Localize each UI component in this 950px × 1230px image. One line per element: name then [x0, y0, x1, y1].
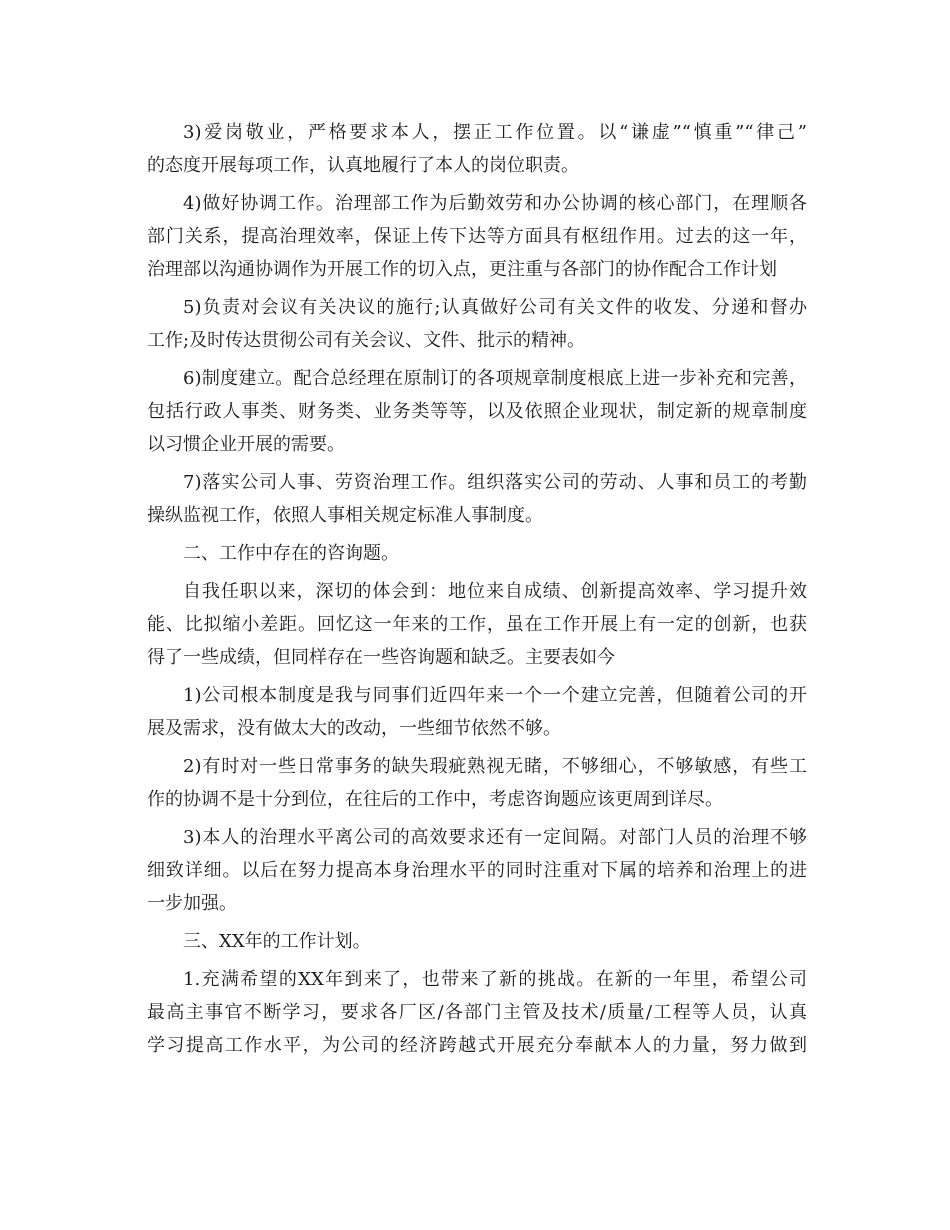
text-line: 细致详细。以后在努力提高本身治理水平的同时注重对下属的培养和治理上的进 [147, 860, 807, 881]
text-line: 以习惯企业开展的需要。 [147, 434, 345, 455]
text-line: 7)落实公司人事、劳资治理工作。组织落实公司的劳动、人事和员工的考勤 [183, 472, 807, 493]
text-line: 一步加强。 [147, 893, 237, 914]
paragraph-problem-3 [147, 821, 807, 920]
text-line: 最高主事官不断学习，要求各厂区/各部门主管及技术/质量/工程等人员，认真 [147, 1002, 807, 1023]
text-line: 1.充满希望的XX年到来了，也带来了新的挑战。在新的一年里，希望公司 [183, 969, 807, 990]
text-line: 工作;及时传达贯彻公司有关会议、文件、批示的精神。 [147, 330, 586, 351]
text-line: 5)负责对会议有关决议的施行;认真做好公司有关文件的收发、分递和督办 [183, 297, 807, 318]
text-line: 部门关系，提高治理效率，保证上传下达等方面具有枢纽作用。过去的这一年， [147, 226, 807, 247]
paragraph-duty-4 [147, 187, 807, 286]
paragraph-duty-5 [147, 291, 807, 357]
text-line: 2)有时对一些日常事务的缺失瑕疵熟视无睹，不够细心，不够敏感，有些工 [183, 756, 807, 777]
section-heading-problems [147, 537, 807, 570]
paragraph-duty-6 [147, 362, 807, 461]
text-line: 学习提高工作水平，为公司的经济跨越式开展充分奉献本人的力量，努力做到 [147, 1035, 807, 1056]
heading-line: 三、XX年的工作计划。 [183, 931, 371, 952]
paragraph-problem-2 [147, 750, 807, 816]
document-body [147, 116, 807, 1067]
text-line: 自我任职以来，深切的体会到：地位来自成绩、创新提高效率、学习提升效 [183, 581, 807, 602]
paragraph-plan-1 [147, 963, 807, 1062]
text-line: 3)本人的治理水平离公司的高效要求还有一定间隔。对部门人员的治理不够 [183, 827, 807, 848]
text-line: 能、比拟缩小差距。回忆这一年来的工作，虽在工作开展上有一定的创新，也获 [147, 614, 807, 635]
text-line: 作的协调不是十分到位，在往后的工作中，考虑咨询题应该更周到详尽。 [147, 789, 723, 810]
text-line: 的态度开展每项工作，认真地履行了本人的岗位职责。 [147, 155, 579, 176]
text-line: 包括行政人事类、财务类、业务类等等，以及依照企业现状，制定新的规章制度 [147, 401, 807, 422]
text-line: 展及需求，没有做太大的改动，一些细节依然不够。 [147, 718, 561, 739]
text-line: 得了一些成绩，但同样存在一些咨询题和缺乏。主要表如今 [147, 647, 615, 668]
text-line: 操纵监视工作，依照人事相关规定标准人事制度。 [147, 505, 543, 526]
text-line: 治理部以沟通协调作为开展工作的切入点，更注重与各部门的协作配合工作计划 [147, 259, 777, 280]
text-line: 3)爱岗敬业，严格要求本人，摆正工作位置。以“谦虚”“慎重”“律己” [183, 122, 807, 143]
paragraph-duty-3 [147, 116, 807, 182]
paragraph-reflection [147, 575, 807, 674]
text-line: 6)制度建立。配合总经理在原制订的各项规章制度根底上进一步补充和完善， [183, 368, 807, 389]
text-line: 4)做好协调工作。治理部工作为后勤效劳和办公协调的核心部门，在理顺各 [183, 193, 807, 214]
heading-line: 二、工作中存在的咨询题。 [183, 543, 399, 564]
section-heading-plan [147, 925, 807, 958]
paragraph-problem-1 [147, 679, 807, 745]
paragraph-duty-7 [147, 466, 807, 532]
text-line: 1)公司根本制度是我与同事们近四年来一个一个建立完善，但随着公司的开 [183, 685, 807, 706]
